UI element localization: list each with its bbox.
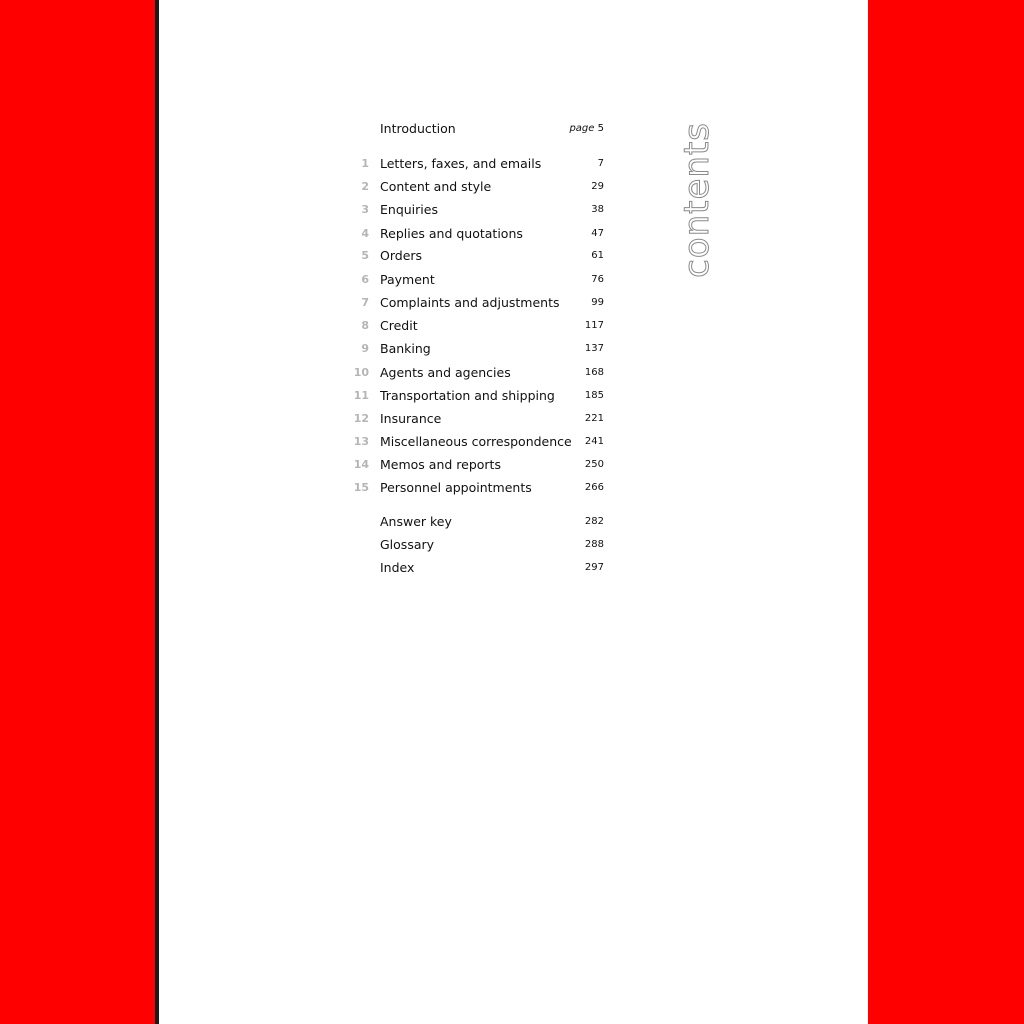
toc-entry-chapter xyxy=(349,177,604,197)
chapter-number: 13 xyxy=(353,435,369,448)
toc-entry-chapter xyxy=(349,386,604,406)
toc-entry-page: 266 xyxy=(584,482,604,493)
toc-entry-page: 221 xyxy=(584,413,604,424)
toc-entry-chapter xyxy=(349,478,604,498)
toc-entry-page: 288 xyxy=(584,539,604,550)
toc-entry-title: Agents and agencies xyxy=(380,365,511,380)
chapter-number: 6 xyxy=(361,273,369,286)
right-border xyxy=(868,0,1024,1024)
toc-entry-page: 297 xyxy=(584,562,604,573)
toc-entry-chapter xyxy=(349,409,604,429)
toc-entry-title: Content and style xyxy=(380,179,492,194)
chapter-number: 8 xyxy=(361,319,369,332)
toc-entry-title: Letters, faxes, and emails xyxy=(380,156,542,171)
toc-entry-page: 137 xyxy=(584,343,604,354)
contents-heading: contents xyxy=(677,122,717,278)
chapter-number: 9 xyxy=(361,342,369,355)
toc-entry-chapter xyxy=(349,224,604,244)
toc-entry-title: Credit xyxy=(380,318,418,333)
toc-entry-title: Replies and quotations xyxy=(380,226,523,241)
toc-entry-introduction xyxy=(349,119,604,139)
toc-entry-page: 241 xyxy=(584,436,604,447)
toc-entry-page: 99 xyxy=(591,297,604,308)
chapter-number: 5 xyxy=(361,249,369,262)
page-prefix: page xyxy=(569,123,595,134)
toc-entry-title: Personnel appointments xyxy=(380,480,532,495)
toc-entry-title: Glossary xyxy=(380,537,435,552)
table-of-contents xyxy=(159,0,868,1024)
toc-entry-chapter xyxy=(349,316,604,336)
chapter-number: 15 xyxy=(353,481,369,494)
book-page xyxy=(159,0,868,1024)
toc-entry-chapter xyxy=(349,200,604,220)
toc-entry-page xyxy=(569,119,604,139)
toc-entry-title: Orders xyxy=(380,248,423,263)
toc-entry-title: Enquiries xyxy=(380,202,438,217)
chapter-number: 3 xyxy=(361,203,369,216)
toc-entry-page: 29 xyxy=(591,181,604,192)
toc-entry-chapter xyxy=(349,154,604,174)
toc-entry-glossary xyxy=(349,535,604,555)
chapter-number: 14 xyxy=(353,458,369,471)
toc-entry-page: 7 xyxy=(597,158,604,169)
toc-entry-chapter xyxy=(349,432,604,452)
chapter-number: 10 xyxy=(353,366,369,379)
toc-entry-answer-key xyxy=(349,512,604,532)
toc-entry-page: 38 xyxy=(591,204,604,215)
toc-entry-page: 76 xyxy=(591,274,604,285)
toc-entry-title: Introduction xyxy=(380,121,456,136)
toc-entry-chapter xyxy=(349,270,604,290)
toc-entry-title: Payment xyxy=(380,272,435,287)
toc-entry-chapter xyxy=(349,339,604,359)
toc-entry-page: 185 xyxy=(584,390,604,401)
toc-entry-chapter xyxy=(349,246,604,266)
toc-entry-page: 47 xyxy=(591,228,604,239)
chapter-number: 12 xyxy=(353,412,369,425)
chapter-number: 2 xyxy=(361,180,369,193)
left-border xyxy=(0,0,155,1024)
toc-entry-title: Miscellaneous correspondence xyxy=(380,434,572,449)
toc-entry-index xyxy=(349,558,604,578)
toc-entry-title: Banking xyxy=(380,341,431,356)
toc-entry-page: 250 xyxy=(584,459,604,470)
chapter-number: 1 xyxy=(361,157,369,170)
toc-entry-title: Transportation and shipping xyxy=(380,388,555,403)
toc-entry-title: Answer key xyxy=(380,514,452,529)
toc-entry-page: 117 xyxy=(584,320,604,331)
toc-entry-title: Index xyxy=(380,560,415,575)
toc-entry-page: 168 xyxy=(584,367,604,378)
chapter-number: 4 xyxy=(361,227,369,240)
toc-entry-title: Memos and reports xyxy=(380,457,501,472)
toc-entry-page: 61 xyxy=(591,250,604,261)
toc-entry-title: Insurance xyxy=(380,411,442,426)
page-number: 5 xyxy=(597,123,604,134)
chapter-number: 7 xyxy=(361,296,369,309)
toc-entry-chapter xyxy=(349,363,604,383)
toc-entry-page: 282 xyxy=(584,516,604,527)
toc-entry-chapter xyxy=(349,455,604,475)
toc-entry-chapter xyxy=(349,293,604,313)
chapter-number: 11 xyxy=(353,389,369,402)
toc-entry-title: Complaints and adjustments xyxy=(380,295,560,310)
